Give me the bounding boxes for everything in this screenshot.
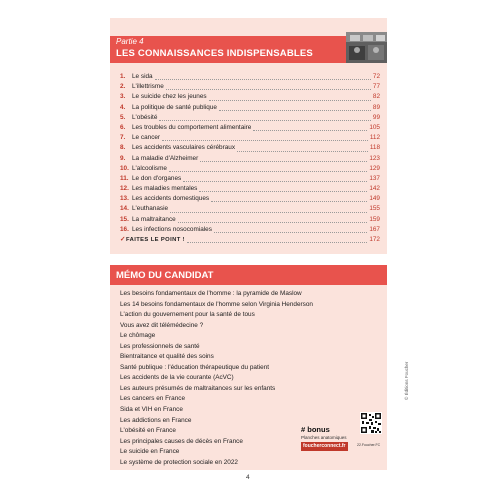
toc-label: L'alcoolisme xyxy=(132,164,167,172)
toc-leader-dots xyxy=(237,151,368,152)
toc-label: L'illettrisme xyxy=(132,83,164,91)
toc-page: 167 xyxy=(369,225,380,233)
toc-leader-dots xyxy=(169,171,367,172)
toc-leader-dots xyxy=(253,130,367,131)
memo-list xyxy=(120,289,320,468)
table-of-contents xyxy=(120,72,380,245)
toc-number: 10. xyxy=(120,164,129,172)
memo-item[interactable]: Les auteurs présumés de maltraitances sur les enfants xyxy=(120,384,276,392)
toc-row[interactable] xyxy=(120,215,380,225)
toc-row[interactable] xyxy=(120,143,380,153)
memo-title: MÉMO DU CANDIDAT xyxy=(116,270,214,281)
toc-label: Les maladies mentales xyxy=(132,185,198,193)
toc-number: 15. xyxy=(120,215,129,223)
memo-item[interactable]: Le suicide en France xyxy=(120,448,180,456)
page-number: 4 xyxy=(246,474,250,481)
memo-item[interactable]: Le système de protection sociale en 2022 xyxy=(120,458,238,466)
toc-leader-dots xyxy=(183,181,367,182)
toc-page: 159 xyxy=(369,215,380,223)
toc-label: Les troubles du comportement alimentaire xyxy=(132,123,252,131)
toc-row[interactable] xyxy=(120,164,380,174)
memo-item[interactable]: Santé publique : l'éducation thérapeutique du patient xyxy=(120,363,270,371)
part-header xyxy=(110,18,387,63)
toc-page: 123 xyxy=(369,154,380,162)
toc-page: 142 xyxy=(369,185,380,193)
memo-item[interactable]: Vous avez dit télémédecine ? xyxy=(120,321,204,329)
memo-item[interactable]: Les 14 besoins fondamentaux de l'homme selon Virginia Henderson xyxy=(120,300,313,308)
toc-leader-dots xyxy=(187,242,367,243)
toc-number: 8. xyxy=(120,144,126,152)
toc-page: 149 xyxy=(369,195,380,203)
memo-item[interactable]: L'action du gouvernement pour la santé de tous xyxy=(120,311,255,319)
toc-leader-dots xyxy=(209,100,371,101)
toc-number: 1. xyxy=(120,73,126,80)
toc-leader-dots xyxy=(211,201,367,202)
toc-page: 77 xyxy=(372,83,380,91)
toc-number: 16. xyxy=(120,225,129,233)
toc-leader-dots xyxy=(162,140,368,141)
toc-leader-dots xyxy=(170,212,367,213)
memo-item[interactable]: Les accidents de la vie courante (AcVC) xyxy=(120,374,234,382)
toc-leader-dots xyxy=(214,232,367,233)
toc-number: 7. xyxy=(120,134,126,142)
memo-item[interactable]: Les addictions en France xyxy=(120,416,192,424)
toc-leader-dots xyxy=(199,191,367,192)
toc-label: L'euthanasie xyxy=(132,205,169,213)
toc-number: 12. xyxy=(120,185,129,193)
bonus-subtitle: Planches anatomiques xyxy=(301,435,347,440)
toc-number: 3. xyxy=(120,93,126,101)
bonus-block xyxy=(301,425,383,455)
toc-row[interactable] xyxy=(120,113,380,123)
toc-row[interactable] xyxy=(120,184,380,194)
toc-leader-dots xyxy=(219,110,371,111)
toc-leader-dots xyxy=(200,161,367,162)
memo-item[interactable]: Les principales causes de décès en France xyxy=(120,437,243,445)
toc-number: 4. xyxy=(120,103,126,111)
toc-label: La maladie d'Alzheimer xyxy=(132,154,199,162)
memo-item[interactable]: Bientraitance et qualité des soins xyxy=(120,353,214,361)
toc-leader-dots xyxy=(166,89,371,90)
toc-page: 89 xyxy=(372,103,380,111)
part-title: LES CONNAISSANCES INDISPENSABLES xyxy=(116,48,313,59)
toc-row[interactable] xyxy=(120,82,380,92)
toc-row[interactable] xyxy=(120,133,380,143)
toc-leader-dots xyxy=(159,120,371,121)
bonus-code: 22.Foucher.FC xyxy=(357,443,381,447)
copyright-note: © Éditions Foucher xyxy=(404,361,409,400)
toc-row-faites-le-point[interactable] xyxy=(120,235,380,245)
memo-header-band xyxy=(110,265,387,285)
toc-page: 118 xyxy=(369,144,380,152)
toc-row[interactable] xyxy=(120,103,380,113)
toc-label: Les infections nosocomiales xyxy=(132,225,212,233)
toc-row[interactable] xyxy=(120,194,380,204)
toc-leader-dots xyxy=(178,222,368,223)
toc-page: 129 xyxy=(369,164,380,172)
memo-item[interactable]: Les besoins fondamentaux de l'homme : la pyramide de Maslow xyxy=(120,290,302,297)
toc-page: 105 xyxy=(369,123,380,131)
memo-item[interactable]: Le chômage xyxy=(120,332,156,340)
memo-item[interactable]: Les professionnels de santé xyxy=(120,342,200,350)
bonus-title: # bonus xyxy=(301,425,330,434)
toc-row[interactable] xyxy=(120,174,380,184)
toc-label: Les accidents vasculaires cérébraux xyxy=(132,144,236,152)
toc-page: 82 xyxy=(372,93,380,101)
part-4-panel xyxy=(110,18,387,254)
toc-number: 14. xyxy=(120,205,129,213)
toc-label: Le cancer xyxy=(132,134,161,142)
toc-row[interactable] xyxy=(120,92,380,102)
toc-row[interactable] xyxy=(120,154,380,164)
toc-number: 2. xyxy=(120,83,126,91)
toc-row[interactable] xyxy=(120,72,380,82)
toc-number: 11. xyxy=(120,174,129,182)
bonus-url-link[interactable]: foucherconnect.fr xyxy=(303,443,346,449)
part-label: Partie 4 xyxy=(116,37,144,46)
toc-label: La maltraitance xyxy=(132,215,176,223)
toc-number: 5. xyxy=(120,113,126,121)
toc-page: 72 xyxy=(372,73,380,80)
toc-label: La politique de santé publique xyxy=(132,103,217,111)
toc-label: Le sida xyxy=(132,73,153,80)
toc-row[interactable] xyxy=(120,204,380,214)
memo-item[interactable]: Sida et VIH en France xyxy=(120,406,183,414)
toc-number: 6. xyxy=(120,123,126,131)
check-icon: ✓ xyxy=(120,236,126,243)
toc-page: 172 xyxy=(369,236,380,243)
toc-row[interactable] xyxy=(120,225,380,235)
toc-label: L'obésité xyxy=(132,113,158,121)
toc-page: 99 xyxy=(372,113,380,121)
toc-row[interactable] xyxy=(120,123,380,133)
toc-label: Le don d'organes xyxy=(132,174,182,182)
toc-page: 112 xyxy=(369,134,380,142)
toc-page: 137 xyxy=(369,174,380,182)
memo-item[interactable]: Les cancers en France xyxy=(120,395,186,403)
memo-item[interactable]: L'obésité en France xyxy=(120,427,176,435)
header-photo xyxy=(346,32,387,63)
toc-label: Le suicide chez les jeunes xyxy=(132,93,207,101)
toc-label: FAITES LE POINT ! xyxy=(126,237,185,243)
toc-number: 13. xyxy=(120,195,129,203)
toc-page: 155 xyxy=(369,205,380,213)
toc-leader-dots xyxy=(155,79,371,80)
toc-label: Les accidents domestiques xyxy=(132,195,210,203)
toc-number: 9. xyxy=(120,154,126,162)
